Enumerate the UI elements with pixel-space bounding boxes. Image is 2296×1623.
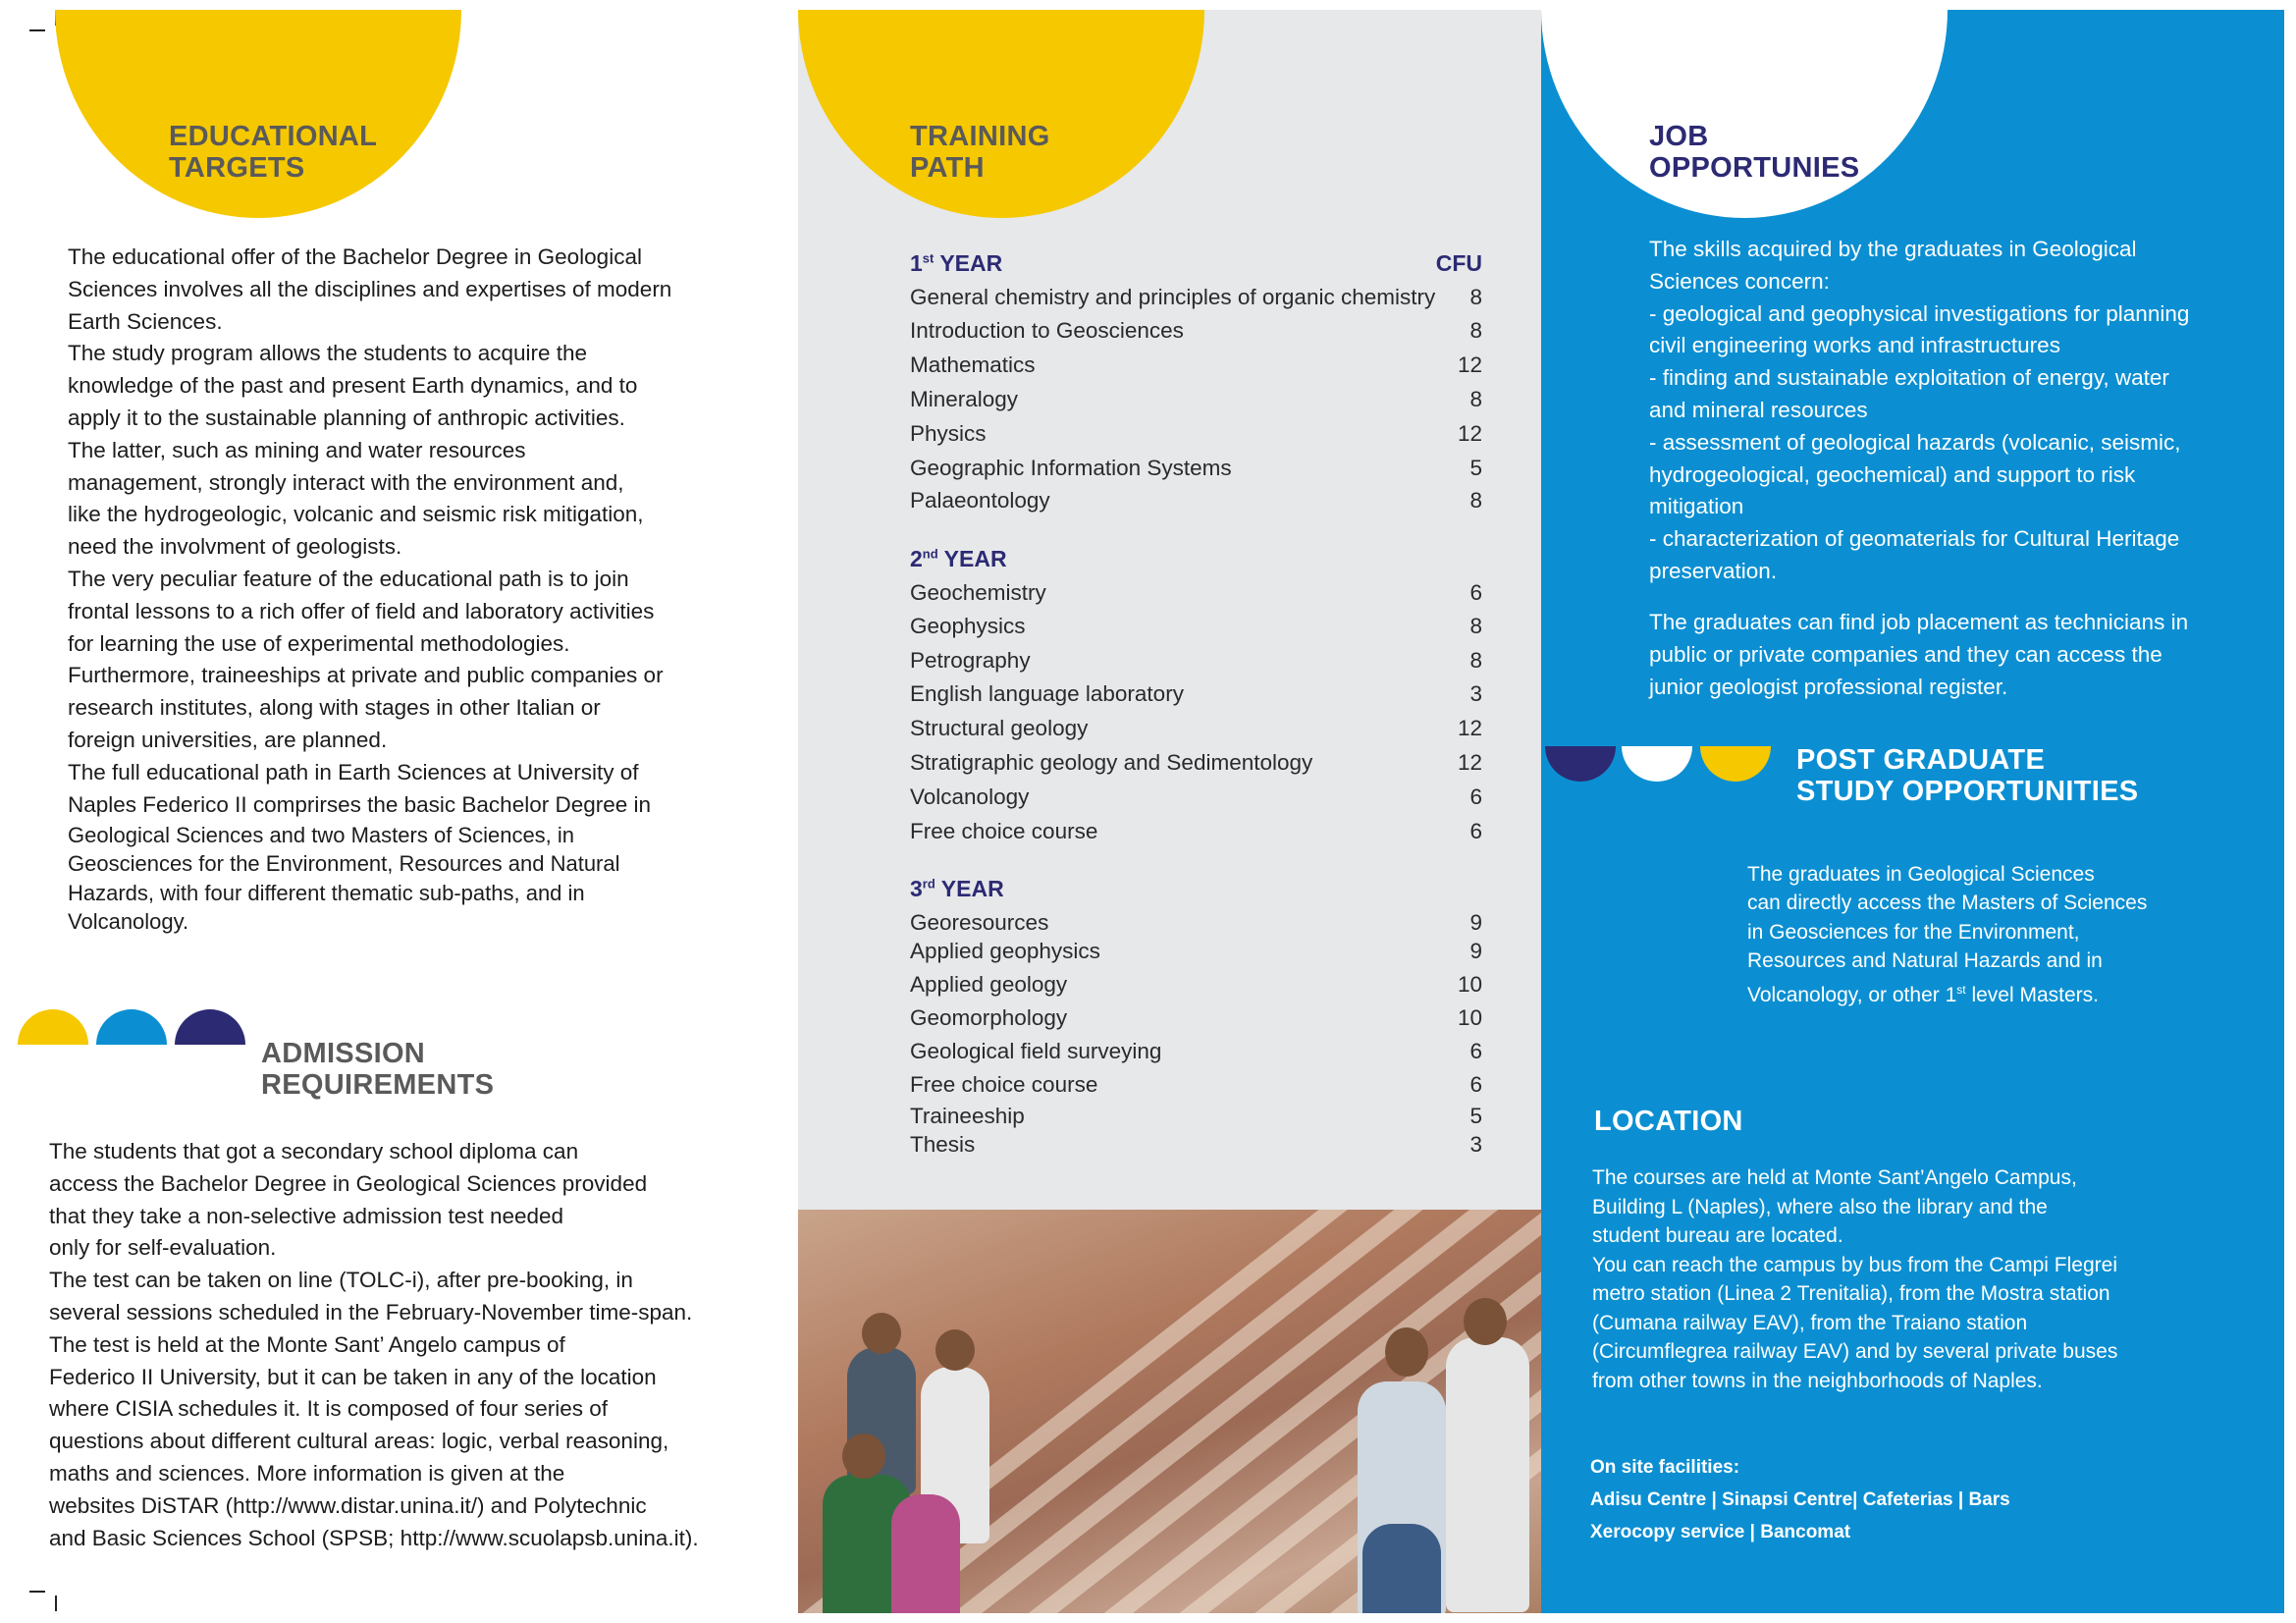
location-text: The courses are held at Monte Sant’Angelo Campus, Building L (Naples), where also the library and the student bureau are located. You can reach the campus by bus from the Campi Flegrei metro station (Linea 2 Trenitalia), from the Mostra station (Cumana railway EAV), from the Traiano station (Circumflegrea railway EAV) and by several private buses from other towns in the neighborhoods of Naples.: [1592, 1166, 2118, 1392]
field-trip-photo: [798, 1210, 1541, 1613]
admission-text: The students that got a secondary school diploma can access the Bachelor Degree in Geological Sciences provided that they take a non-selective admission test needed only for self-evaluation. The test can be taken on line (TOLC-i), after pre-booking, in several sessions scheduled in the February-November time-span. The test is held at the Monte Sant’ Angelo campus of Federico II University, but it can be taken in any of the location where CISIA schedules it. It is composed of four series of questions about different cultural areas: logic, verbal reasoning, maths and sciences. More information is given at the websites DiSTAR (http://www.distar.unina.it/) and Polytechnic and Basic Sciences School (SPSB; http://www.scuolapsb.unina.it).: [49, 1139, 699, 1550]
course-name: Structural geology: [910, 716, 1089, 740]
course-name: Geomorphology: [910, 1005, 1068, 1030]
year-suffix: rd: [922, 876, 935, 892]
year-header: [910, 250, 1482, 277]
course-cfu: 12: [1457, 352, 1482, 377]
course-name: Applied geology: [910, 972, 1068, 997]
course-name: Georesources: [910, 910, 1049, 935]
year-label: YEAR: [939, 250, 1003, 276]
course-cfu: 6: [1469, 580, 1482, 605]
course-name: Petrography: [910, 648, 1031, 673]
course-cfu: 6: [1469, 1039, 1482, 1063]
course-name: Physics: [910, 421, 987, 446]
navy-dot: [175, 1009, 245, 1080]
jobs-heading-line2: OPPORTUNIES: [1649, 152, 1860, 184]
jobs-heading: [1649, 121, 1859, 184]
course-cfu: 10: [1457, 1005, 1482, 1030]
year-label: YEAR: [943, 546, 1007, 571]
educational-heading-line2: TARGETS: [169, 152, 305, 184]
course-name: Mathematics: [910, 352, 1036, 377]
facilities-line2: Xerocopy service | Bancomat: [1590, 1522, 1851, 1542]
postgrad-text-body: The graduates in Geological Sciences can directly access the Masters of Sciences in Geosciences for the Environment, Resources and Natural Hazards and in: [1747, 862, 2148, 972]
course-cfu: 8: [1469, 318, 1482, 343]
course-name: Geographic Information Systems: [910, 456, 1232, 480]
course-name: Free choice course: [910, 1072, 1098, 1097]
admission-heading: [261, 1038, 494, 1101]
course-cfu: 3: [1469, 681, 1482, 706]
course-cfu: 8: [1469, 614, 1482, 638]
yellow-semicircle: [55, 10, 461, 218]
yellow-dot: [18, 1009, 88, 1080]
year-header: [910, 546, 1482, 572]
educational-text: The educational offer of the Bachelor Degree in Geological Sciences involves all the disciplines and expertises of modern Earth Sciences. The study program allows the students to acquire the knowledge of the past and present Earth dynamics, and to apply it to the sustainable planning of anthropic activities. The latter, such as mining and water resources management, strongly interact with the environment and, like the hydrogeologic, volcanic and seismic risk mitigation, need the involvment of geologists. The very peculiar feature of the educational path is to join frontal lessons to a rich offer of field and laboratory activities for learning the use of experimental methodologies. Furthermore, traineeships at private and public companies or research institutes, along with stages in other Italian or foreign universities, are planned. The full educational path in Earth Sciences at University of Naples Federico II comprirses the basic Bachelor Degree in: [68, 244, 672, 817]
crop-mark: [29, 29, 45, 31]
admission-heading-line1: ADMISSION: [261, 1038, 426, 1069]
course-name: Geochemistry: [910, 580, 1046, 605]
jobs-text: The skills acquired by the graduates in Geological Sciences concern: - geological and geophysical investigations for planning civil engineering works and infrastructures - finding and sustainable exploitation of energy, water and mineral resources - assessment of geological hazards (volcanic, seismic, hydrogeological, geochemical) and support to risk mitigation - characterization of geomaterials for Cultural Heritage preservation.: [1649, 237, 2190, 583]
postgrad-text-last-b: level Masters.: [1965, 983, 2099, 1006]
course-name: Volcanology: [910, 784, 1030, 809]
course-name: English language laboratory: [910, 681, 1184, 706]
year-header: [910, 876, 1482, 902]
educational-heading: [169, 121, 377, 184]
course-cfu: 3: [1469, 1132, 1482, 1157]
year-number: 2: [910, 546, 923, 571]
course-cfu: 8: [1469, 387, 1482, 411]
course-name: Geophysics: [910, 614, 1026, 638]
course-cfu: 6: [1469, 784, 1482, 809]
year-label: YEAR: [940, 876, 1004, 901]
year-suffix: nd: [922, 546, 938, 562]
course-cfu: 12: [1457, 421, 1482, 446]
postgrad-heading: [1796, 744, 2138, 807]
postgrad-text-last-a: Volcanology, or other 1: [1747, 983, 1957, 1006]
course-name: Mineralogy: [910, 387, 1019, 411]
cfu-header: CFU: [1435, 250, 1482, 276]
crop-mark: [29, 1591, 45, 1593]
postgrad-text-sup: st: [1956, 982, 1966, 997]
course-cfu: 6: [1469, 819, 1482, 843]
course-name: Free choice course: [910, 819, 1098, 843]
course-name: Geological field surveying: [910, 1039, 1162, 1063]
course-name: General chemistry and principles of organic chemistry: [910, 285, 1436, 309]
course-name: Introduction to Geosciences: [910, 318, 1184, 343]
year-suffix: st: [922, 250, 934, 266]
postgrad-heading-line2: STUDY OPPORTUNITIES: [1796, 776, 2139, 807]
course-cfu: 12: [1457, 750, 1482, 775]
admission-heading-line2: REQUIREMENTS: [261, 1069, 495, 1101]
course-cfu: 8: [1469, 285, 1482, 309]
educational-heading-line1: EDUCATIONAL: [169, 121, 378, 152]
training-table: [910, 0, 1482, 1178]
course-cfu: 9: [1469, 939, 1482, 963]
jobs-heading-line1: JOB: [1649, 121, 1709, 152]
facilities-label: On site facilities:: [1590, 1457, 1740, 1478]
course-cfu: 5: [1469, 1104, 1482, 1128]
year-number: 3: [910, 876, 923, 901]
course-cfu: 5: [1469, 456, 1482, 480]
course-cfu: 12: [1457, 716, 1482, 740]
course-cfu: 9: [1469, 910, 1482, 935]
training-heading-line1: TRAINING: [910, 121, 1050, 152]
course-cfu: 8: [1469, 488, 1482, 513]
course-cfu: 8: [1469, 648, 1482, 673]
course-cfu: 6: [1469, 1072, 1482, 1097]
blue-dot: [96, 1009, 167, 1080]
course-cfu: 10: [1457, 972, 1482, 997]
crop-mark: [55, 1596, 57, 1611]
postgrad-text: [1747, 831, 2258, 1009]
jobs-text-placement: The graduates can find job placement as technicians in public or private companies and they can access the junior geologist professional register.: [1649, 610, 2189, 699]
course-name: Applied geophysics: [910, 939, 1100, 963]
facilities-block: [1590, 1451, 2010, 1548]
course-name: Stratigraphic geology and Sedimentology: [910, 750, 1313, 775]
year-number: 1: [910, 250, 923, 276]
facilities-line1: Adisu Centre | Sinapsi Centre| Cafeterias | Bars: [1590, 1489, 2010, 1510]
postgrad-heading-line1: POST GRADUATE: [1796, 744, 2046, 776]
course-name: Palaeontology: [910, 488, 1050, 513]
training-heading-line2: PATH: [910, 152, 985, 184]
educational-text-continued: Geological Sciences and two Masters of Sciences, in Geosciences for the Environment, Resources and Natural Hazards, with four different thematic sub-paths, and in Volcanology.: [68, 823, 620, 935]
location-heading: LOCATION: [1594, 1106, 1743, 1137]
course-name: Traineeship: [910, 1104, 1025, 1128]
course-name: Thesis: [910, 1132, 976, 1157]
